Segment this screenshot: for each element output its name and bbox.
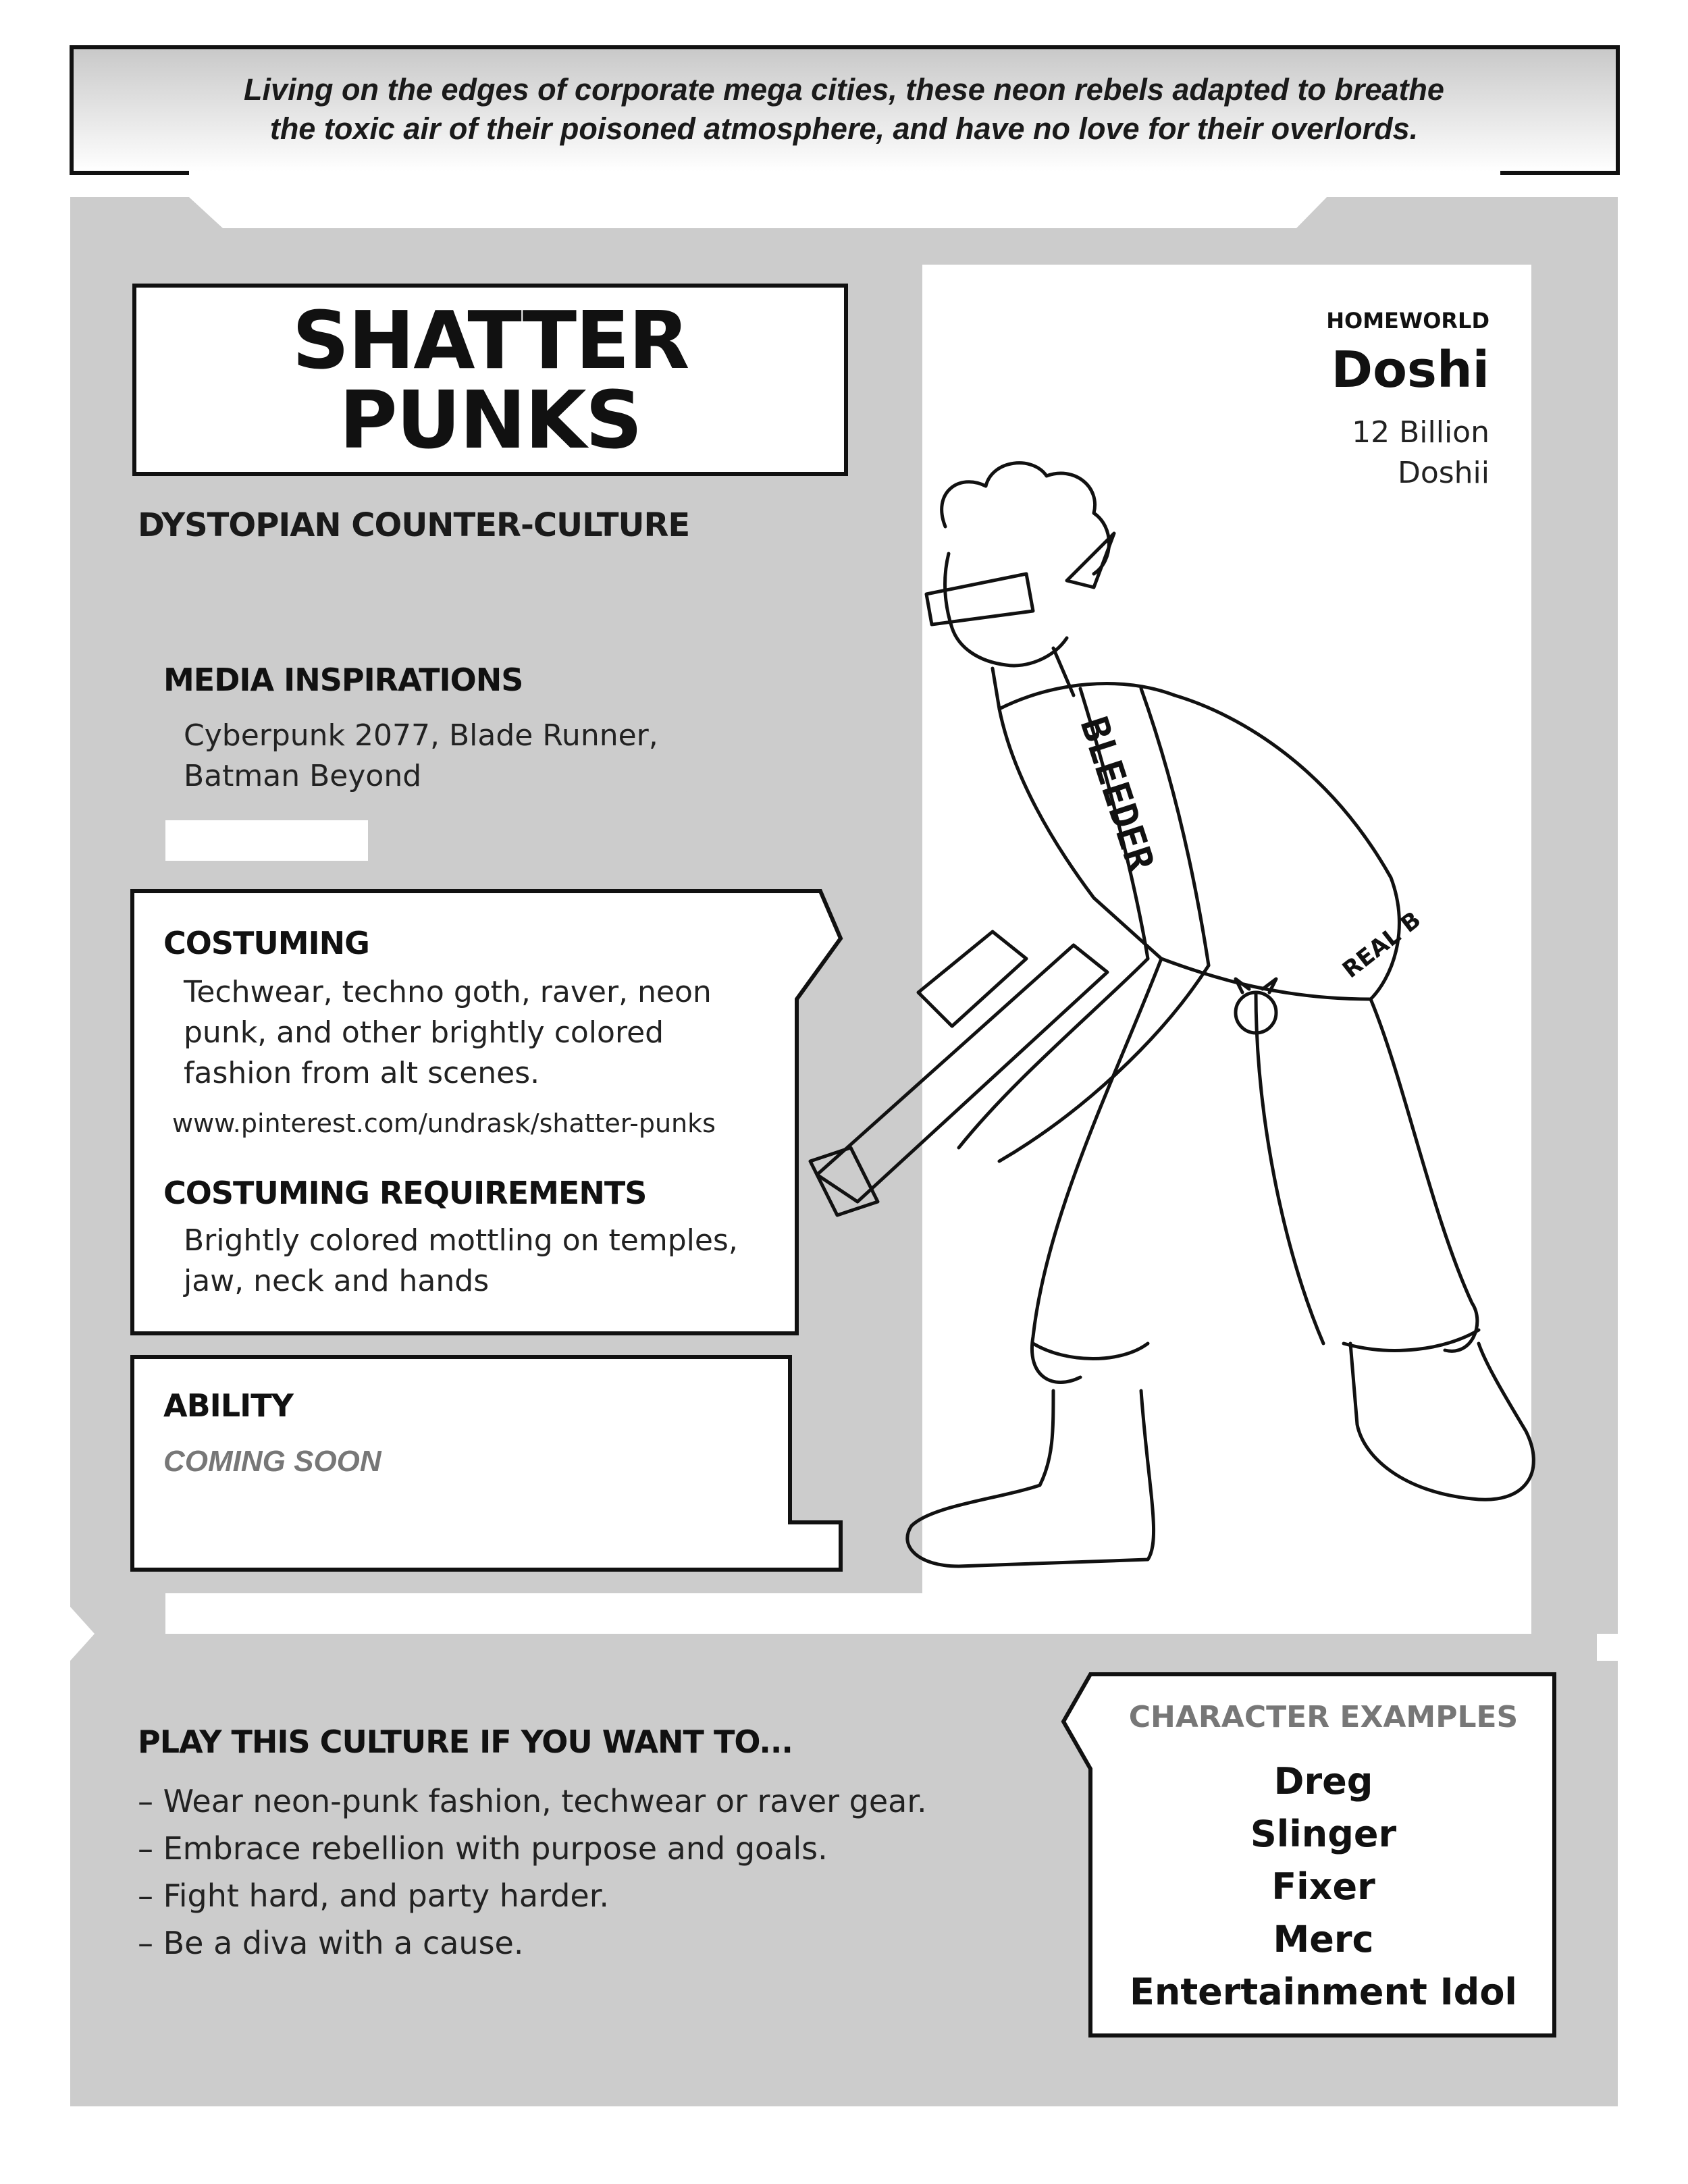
list-item: – Fight hard, and party harder. bbox=[138, 1877, 610, 1914]
homeworld-population: 12 Billion bbox=[1352, 415, 1489, 450]
costuming-heading: COSTUMING bbox=[163, 925, 369, 961]
costuming-line-3: fashion from alt scenes. bbox=[184, 1056, 540, 1090]
costuming-line-1: Techwear, techno goth, raver, neon bbox=[184, 975, 712, 1009]
play-list bbox=[138, 1778, 927, 1967]
homeworld-label: HOMEWORLD bbox=[1326, 308, 1489, 334]
list-item: – Be a diva with a cause. bbox=[138, 1925, 524, 1961]
intro-line-2: the toxic air of their poisoned atmosphere, and have no love for their overlords. bbox=[269, 111, 1419, 146]
homeworld-name: Doshi bbox=[1331, 341, 1489, 399]
ability-status: COMING SOON bbox=[163, 1445, 381, 1478]
costuming-requirements-heading: COSTUMING REQUIREMENTS bbox=[163, 1175, 647, 1211]
media-body bbox=[184, 716, 658, 797]
requirements-line-2: jaw, neck and hands bbox=[184, 1264, 490, 1298]
media-line-1: Cyberpunk 2077, Blade Runner, bbox=[184, 718, 658, 753]
examples-list bbox=[1094, 1755, 1553, 2019]
title-line-2: PUNKS bbox=[339, 373, 641, 467]
costuming-line-2: punk, and other brightly colored bbox=[184, 1015, 664, 1050]
requirements-line-1: Brightly colored mottling on temples, bbox=[184, 1223, 738, 1258]
costuming-body bbox=[184, 972, 712, 1094]
list-item: – Wear neon-punk fashion, techwear or raver gear. bbox=[138, 1783, 927, 1819]
hip-text: REAL B bbox=[1337, 906, 1427, 984]
subtitle: DYSTOPIAN COUNTER-CULTURE bbox=[138, 506, 690, 544]
homeworld-demonym: Doshii bbox=[1397, 456, 1489, 490]
list-item: – Embrace rebellion with purpose and goals. bbox=[138, 1830, 828, 1867]
play-heading: PLAY THIS CULTURE IF YOU WANT TO... bbox=[138, 1724, 793, 1760]
list-item: Dreg bbox=[1273, 1760, 1373, 1803]
title-box bbox=[132, 284, 848, 476]
intro-line-1: Living on the edges of corporate mega cities, these neon rebels adapted to breathe bbox=[244, 72, 1444, 107]
intro-text bbox=[101, 70, 1587, 149]
list-item: Fixer bbox=[1271, 1865, 1375, 1908]
examples-heading: CHARACTER EXAMPLES bbox=[1128, 1700, 1519, 1734]
title-line-1: SHATTER bbox=[292, 293, 689, 387]
costuming-requirements-body bbox=[184, 1221, 738, 1302]
pinterest-link[interactable]: www.pinterest.com/undrask/shatter-punks bbox=[172, 1109, 716, 1138]
ability-heading: ABILITY bbox=[163, 1387, 293, 1424]
list-item: Entertainment Idol bbox=[1130, 1971, 1517, 2013]
media-line-2: Batman Beyond bbox=[184, 759, 422, 793]
sleeve-text: BLEEDER bbox=[1071, 712, 1163, 877]
list-item: Slinger bbox=[1250, 1813, 1397, 1855]
media-heading: MEDIA INSPIRATIONS bbox=[163, 662, 523, 698]
list-item: Merc bbox=[1273, 1918, 1374, 1961]
